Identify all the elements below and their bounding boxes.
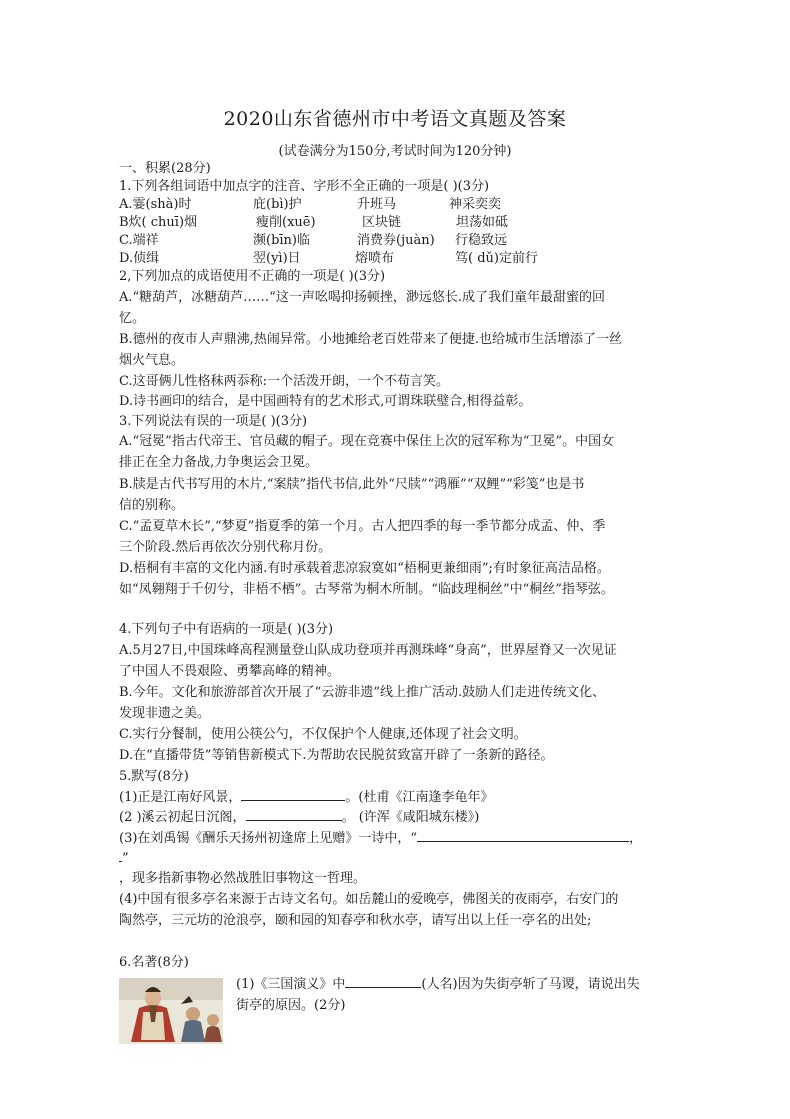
q5-item3-tail: ，现多指新事物必然战胜旧事物这一哲理。 <box>119 871 367 886</box>
q2-line: C.这哥俩儿性格秣两忝称:一个活泼开朗，一个不苟言笑。 <box>119 374 449 389</box>
q3-line: 如“凤翱翔于千仞兮，非梧不栖”。古琴常为桐木所制。“临歧理桐丝”中“桐丝”指琴弦。 <box>119 582 614 597</box>
q4-line: 了中国人不畏艰险、勇攀高峰的精神。 <box>119 664 341 679</box>
q5-item3-continuation <box>119 849 129 868</box>
answer-blank[interactable] <box>246 808 342 821</box>
q1-option-a-2: 庇(bì)护 <box>253 197 302 212</box>
q5-item-4: (4)中国有很多亭名来源于古诗文名句。如岳麓山的爱晚亭，佛图关的夜雨亭，右安门的 <box>119 892 619 907</box>
answer-blank[interactable] <box>241 788 345 801</box>
q1-option-b-3: 区块链 <box>362 215 402 230</box>
q4-line: C.实行分餐制，使用公筷公勺，不仅保护个人健康,还体现了社会文明。 <box>119 727 527 742</box>
q3-stem: 3.下列说法有误的一项是( )(3分) <box>119 414 308 429</box>
q1-option-c-4: 行稳致远 <box>455 233 508 248</box>
q5-item2-prefix: (2 )溪云初起日沉阁， <box>119 810 246 825</box>
answer-blank[interactable] <box>345 975 421 988</box>
q4-line: D.在“直播带货”等销售新模式下.为帮助农民脱贫致富开辟了一条新的路径。 <box>119 748 554 763</box>
q5-item-1 <box>119 788 494 807</box>
q3-line: 信的别称。 <box>119 498 185 513</box>
q1-stem: 1.下列各组词语中加点字的注音、字形不全正确的一项是( )(3分) <box>119 179 490 194</box>
q3-line: 排正在全力备战,力争奥运会卫冕。 <box>119 455 319 470</box>
q1-option-d-4: 笃( dǔ)定前行 <box>455 251 538 266</box>
q4-line: 发现非遗之美。 <box>119 706 211 721</box>
q5-stem: 5.默写(8分) <box>119 769 189 784</box>
three-kingdoms-illustration <box>119 978 223 1044</box>
q1-option-a-3: 升班马 <box>357 197 397 212</box>
q5-item-3 <box>119 829 642 848</box>
q5-item-4: 陶然亭，三元坊的沧浪亭，颐和园的知春亭和秋水亭，请写出以上任一亭名的出处; <box>119 913 592 928</box>
exam-subtitle: (试卷满分为150分,考试时间为120分钟) <box>278 144 512 159</box>
q4-stem: 4.下列句子中有语病的一项是( )(3分) <box>119 622 334 637</box>
q1-option-b-2: 瘦削(xuē) <box>256 215 316 230</box>
q1-option-d-3: 熔喷布 <box>355 251 395 266</box>
q2-line: A.“糖葫芦，冰糖葫芦……“这一声吆喝抑扬顿挫，渺远悠长.成了我们童年最甜蜜的回 <box>119 290 605 305</box>
q4-line: A.5月27日,中国珠峰高程测量登山队成功登项并再测珠峰“身高”，世界屋脊又一次见证 <box>119 643 617 658</box>
q6-item-1 <box>236 975 640 995</box>
answer-blank[interactable] <box>417 829 629 842</box>
q5-item1-suffix: 。(杜甫《江南逢李龟年》 <box>345 790 494 805</box>
q4-line: B.今年。文化和旅游部首次开展了“云游非遗”线上推广活动.鼓励人们走进传统文化、 <box>119 685 606 700</box>
q6-item1-suffix: (人名)因为失街亭斩了马谡，请说出失 <box>421 977 640 992</box>
q2-line: 忆。 <box>119 311 146 326</box>
section-heading: 一、积累(28分) <box>119 161 211 176</box>
q5-item2-suffix: 。 (许浑《咸阳城东楼》) <box>341 810 480 825</box>
q5-item3-close-quote: ” <box>122 851 129 866</box>
q2-stem: 2,下列加点的成语使用不正确的一项是( )(3分) <box>119 269 386 284</box>
q2-line: B.德州的夜市人声鼎沸,热闹异常。小地摊给老百姓带来了便捷.也给城市生活增添了一丝 <box>119 332 622 347</box>
q3-line: B.牍是古代书写用的木片,“案牍”指代书信,此外“尺牍”“鸿雁”“双鲤”“彩笺”也是书 <box>119 477 585 492</box>
q1-option-a-1: A.霎(shà)时 <box>119 197 192 212</box>
q1-option-d-2: 翌(yì)日 <box>253 251 301 266</box>
q6-item1-line2: 街亭的原因。(2分) <box>236 998 346 1013</box>
q1-option-a-4: 神采奕奕 <box>449 197 502 212</box>
q3-line: A.“冠冕”指古代帝王、官员藏的帽子。现在竞赛中保住上次的冠军称为“卫冕”。中国女 <box>119 434 615 449</box>
q5-item3-end: ， <box>629 831 643 846</box>
q5-item1-prefix: (1)正是江南好风景， <box>119 790 242 805</box>
illustration-svg <box>119 978 223 1044</box>
q1-option-c-1: C.端祥 <box>119 233 159 248</box>
q1-option-d-1: D.侦缉 <box>119 251 160 266</box>
q5-item-2 <box>119 808 479 827</box>
page-title: 2020山东省德州市中考语文真题及答案 <box>223 108 567 130</box>
q1-option-b-1: B炊( chuī)烟 <box>119 215 198 230</box>
q6-stem: 6.名著(8分) <box>119 955 189 970</box>
q1-option-c-3: 消费券(juàn) <box>357 233 435 248</box>
q1-option-b-4: 坦荡如砥 <box>456 215 509 230</box>
q2-line: D.诗书画印的结合，是中国画特有的艺术形式,可谓珠联璧合,相得益彰。 <box>119 394 532 409</box>
q2-line: 烟火气息。 <box>119 353 185 368</box>
q3-line: D.梧桐有丰富的文化内涵.有时承载着悲凉寂寞如“梧桐更兼细雨”;有时象征高洁品格。 <box>119 561 610 576</box>
q5-item3-prefix: (3)在刘禹锡《酬乐天扬州初逢席上见赠》一诗中，“ <box>119 831 418 846</box>
q3-line: 三个阶段.然后再依次分别代称月份。 <box>119 540 332 555</box>
q6-item1-prefix: (1)《三国演义》中 <box>236 977 346 992</box>
q3-line: C.“孟夏草木长”,“梦夏”指夏季的第一个月。古人把四季的每一季节都分成孟、仲、季 <box>119 519 606 534</box>
q1-option-c-2: 濒(bīn)临 <box>253 233 310 248</box>
